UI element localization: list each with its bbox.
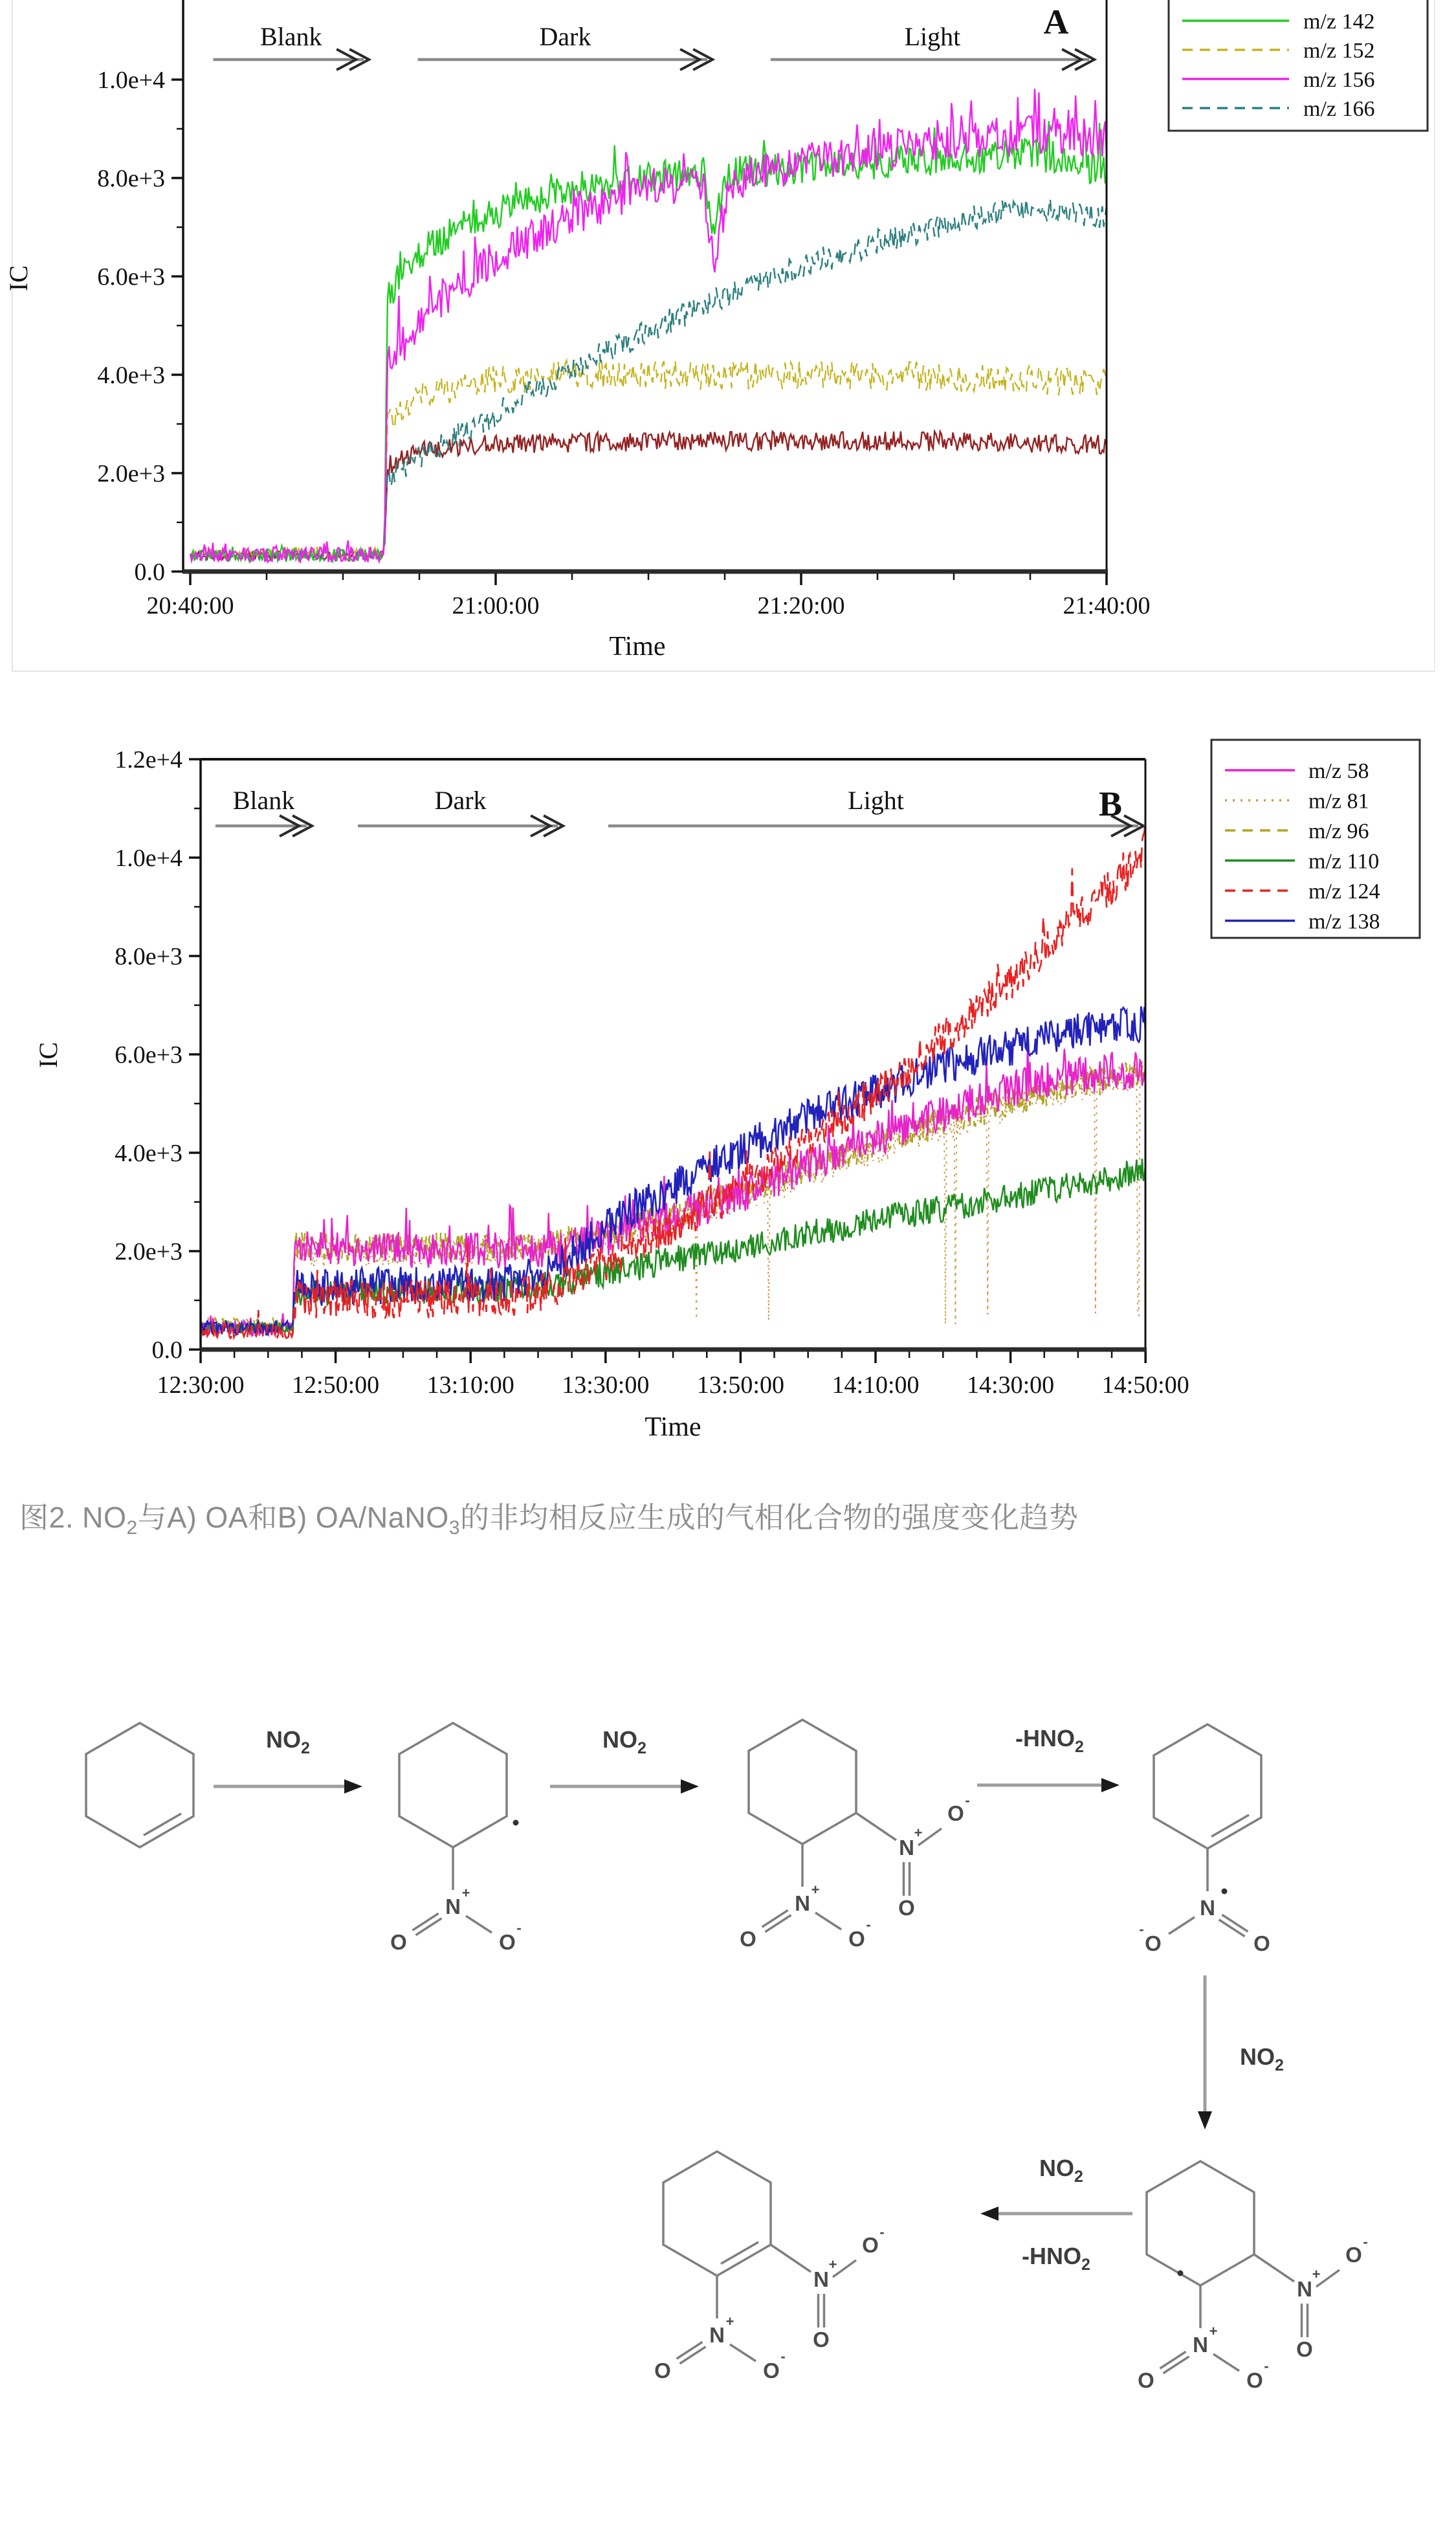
atom-n: N <box>1297 2277 1312 2301</box>
x-tick-label: 21:00:00 <box>452 592 540 619</box>
atom-o: O <box>1253 1931 1270 1955</box>
reaction-arrow-head <box>1198 2111 1212 2129</box>
charge-plus: + <box>1209 2323 1218 2339</box>
bond <box>771 2245 811 2272</box>
bond <box>1254 2254 1294 2282</box>
atom-n: N <box>1200 1896 1215 1920</box>
legend-entry-label: m/z 124 <box>1308 880 1380 904</box>
reaction-arrow-head <box>344 1779 362 1794</box>
charge-plus: + <box>828 2256 837 2273</box>
bond <box>856 1813 896 1840</box>
series-unlabeled <box>190 431 1107 559</box>
charge-minus: - <box>780 2348 786 2364</box>
charge-plus: + <box>914 1825 923 1841</box>
reaction-label: $NO_2$ <box>1039 2155 1083 2186</box>
x-tick-label: 13:30:00 <box>562 1372 650 1399</box>
legend-entry-label: m/z 96 <box>1308 819 1369 843</box>
ic-axis-title: IC <box>4 265 33 291</box>
y-tick-label: 1.2e+4 <box>115 746 182 773</box>
radical-dot <box>1222 1889 1228 1895</box>
atom-o: O <box>740 1927 756 1951</box>
cyclohexane-ring <box>1154 1724 1261 1849</box>
x-tick-label: 20:40:00 <box>146 592 234 619</box>
atom-n: N <box>899 1836 914 1860</box>
ic-axis-title: IC <box>34 1042 63 1068</box>
y-tick-label: 0.0 <box>134 559 165 586</box>
charge-minus: - <box>866 1917 871 1933</box>
y-tick-label: 2.0e+3 <box>115 1238 182 1265</box>
atom-n: N <box>709 2323 725 2347</box>
atom-n: N <box>813 2267 829 2291</box>
atom-o: O <box>1145 1931 1162 1955</box>
radical-dot <box>513 1820 519 1826</box>
charge-minus: - <box>879 2224 885 2240</box>
legend-entry-label: m/z 156 <box>1303 68 1375 92</box>
series-m-z-138 <box>201 1006 1145 1335</box>
figure-caption <box>19 1494 1411 1539</box>
legend-entry-label: m/z 81 <box>1308 789 1369 814</box>
legend-entry-label: m/z 110 <box>1308 849 1380 874</box>
charge-minus: - <box>1139 1921 1144 1937</box>
phase-label-dark: Dark <box>434 786 487 815</box>
atom-o: O <box>390 1930 407 1954</box>
figure-b-chart <box>0 738 1456 1495</box>
y-tick-label: 6.0e+3 <box>97 263 165 291</box>
charge-minus: - <box>1264 2358 1269 2374</box>
atom-o: O <box>654 2359 671 2383</box>
y-tick-label: 2.0e+3 <box>97 460 165 487</box>
y-tick-label: 6.0e+3 <box>115 1041 182 1069</box>
caption-text: 图2. NO <box>19 1501 127 1534</box>
atom-o: O <box>1345 2243 1362 2267</box>
atom-o: O <box>1296 2337 1313 2361</box>
reaction-label: $NO_2$ <box>602 1726 646 1757</box>
x-tick-label: 13:10:00 <box>426 1372 514 1399</box>
panel-label-a: A <box>1043 3 1069 41</box>
charge-plus: + <box>1312 2266 1321 2282</box>
reaction-arrow-head <box>1101 1778 1120 1792</box>
x-tick-label: 21:40:00 <box>1063 592 1151 619</box>
atom-o: O <box>898 1896 915 1920</box>
atom-o: O <box>499 1930 516 1954</box>
atom-o: O <box>862 2233 879 2257</box>
legend-entry-label: m/z 142 <box>1303 10 1375 34</box>
charge-minus: - <box>965 1792 970 1808</box>
atom-o: O <box>947 1801 964 1825</box>
atom-n: N <box>795 1891 810 1915</box>
cyclohexane-ring <box>1147 2161 1254 2285</box>
atom-o: O <box>813 2328 830 2351</box>
y-tick-label: 8.0e+3 <box>97 165 165 192</box>
phase-label-blank: Blank <box>259 22 322 51</box>
bond <box>1213 2354 1239 2371</box>
x-tick-label: 14:10:00 <box>832 1372 920 1399</box>
atom-o: O <box>848 1927 865 1951</box>
y-tick-label: 1.0e+4 <box>115 845 182 872</box>
y-tick-label: 4.0e+3 <box>115 1140 182 1167</box>
charge-plus: + <box>461 1885 470 1901</box>
radical-dot <box>1178 2271 1184 2276</box>
mechanism-diagram <box>0 1657 1456 2473</box>
reaction-arrow-head <box>681 1779 699 1794</box>
phase-label-light: Light <box>904 22 961 51</box>
figure-a-chart <box>0 0 1456 673</box>
time-axis-title: Time <box>645 1412 701 1442</box>
time-axis-title: Time <box>609 632 666 661</box>
caption-subscript: 2 <box>126 1517 138 1539</box>
reaction-label: $NO_2$ <box>1240 2043 1284 2074</box>
y-tick-label: 0.0 <box>151 1337 182 1364</box>
cyclohexane-ring <box>749 1720 856 1844</box>
charge-minus: - <box>1363 2234 1368 2250</box>
atom-n: N <box>1193 2333 1208 2357</box>
x-tick-label: 13:50:00 <box>696 1372 784 1399</box>
x-tick-label: 12:30:00 <box>157 1372 245 1399</box>
panel-label-b: B <box>1098 784 1123 823</box>
caption-text: 的非均相反应生成的气相化合物的强度变化趋势 <box>460 1501 1079 1534</box>
atom-o: O <box>1138 2368 1154 2392</box>
ring-double-bond <box>721 2242 758 2264</box>
bond <box>730 2344 756 2361</box>
phase-label-dark: Dark <box>539 22 591 51</box>
x-tick-label: 14:30:00 <box>967 1372 1055 1399</box>
x-tick-label: 14:50:00 <box>1101 1372 1189 1399</box>
atom-n: N <box>445 1895 461 1918</box>
cyclohexane-ring <box>399 1723 507 1847</box>
reaction-label: $-HNO_2$ <box>1015 1725 1084 1756</box>
cyclohexane-ring <box>86 1723 193 1847</box>
reaction-label: $-HNO_2$ <box>1022 2243 1090 2274</box>
ring-double-bond <box>144 1814 181 1836</box>
y-tick-label: 4.0e+3 <box>97 362 165 389</box>
legend-entry-label: m/z 138 <box>1308 909 1380 934</box>
reaction-arrow-head <box>980 2206 998 2221</box>
charge-minus: - <box>516 1920 522 1936</box>
bond <box>815 1913 841 1929</box>
caption-subscript: 3 <box>448 1517 460 1539</box>
phase-label-blank: Blank <box>232 786 295 815</box>
x-tick-label: 21:20:00 <box>757 592 845 619</box>
y-tick-label: 8.0e+3 <box>115 943 182 970</box>
reaction-label: $NO_2$ <box>266 1726 310 1757</box>
legend-entry-label: m/z 152 <box>1303 39 1375 63</box>
atom-o: O <box>1246 2368 1263 2392</box>
bond <box>466 1916 492 1933</box>
atom-o: O <box>763 2359 780 2383</box>
charge-plus: + <box>725 2313 734 2329</box>
series-m-z-152 <box>190 361 1107 559</box>
legend-entry-label: m/z 58 <box>1308 759 1369 783</box>
bond <box>1169 1917 1195 1934</box>
series-m-z-166 <box>190 198 1107 561</box>
legend-entry-label: m/z 166 <box>1303 97 1375 121</box>
cyclohexane-ring <box>663 2151 771 2276</box>
caption-text: 与A) OA和B) OA/NaNO <box>137 1501 449 1534</box>
series-layer <box>201 815 1145 1339</box>
charge-plus: + <box>811 1882 820 1898</box>
phase-label-light: Light <box>848 786 904 815</box>
series-layer <box>190 89 1107 562</box>
y-tick-label: 1.0e+4 <box>97 67 165 94</box>
x-tick-label: 12:50:00 <box>292 1372 380 1399</box>
ring-double-bond <box>1211 1815 1249 1837</box>
